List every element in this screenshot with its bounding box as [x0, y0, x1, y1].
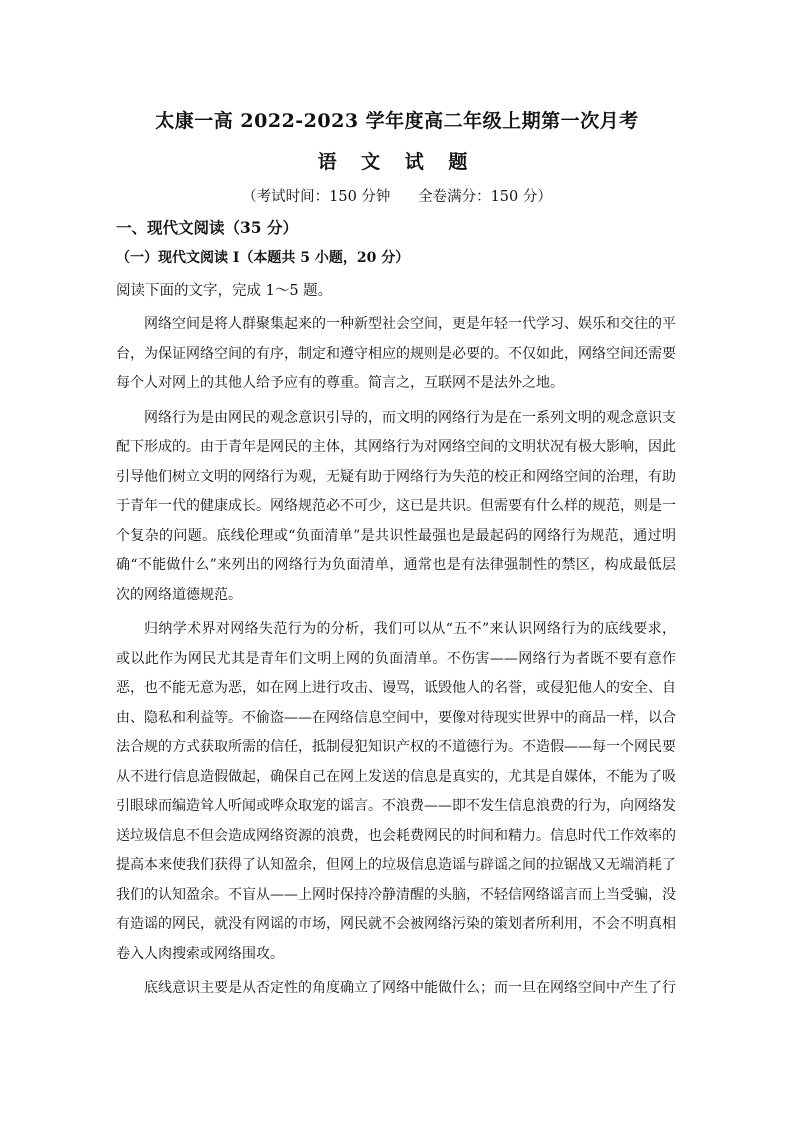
passage-paragraph-1: 网络空间是将人群聚集起来的一种新型社会空间，更是年轻一代学习、娱乐和交往的平台，为保证网络空间的有序，制定和遵守相应的规则是必要的。不仅如此，网络空间还需要每个人对网上的其他人给予应有的尊重。简言之，互联网不是法外之地。: [116, 316, 676, 391]
passage-paragraph-3: 归纳学术界对网络失范行为的分析，我们可以从“五不”来认识网络行为的底线要求，或以此作为网民尤其是青年们文明上网的负面清单。不伤害——网络行为者既不要有意作恶，也不能无意为恶，如在网上进行攻击、谩骂，诋毁他人的名誉，或侵犯他人的安全、自由、隐私和利益等。不偷盗——在网络信息空间中，要像对待现实世界中的商品一样，以合法合规的方式获取所需的信任，抵制侵犯知识产权的不道德行为。不造假——每一个网民要从不进行信息造假做起，确保自己在网上发送的信息是真实的，尤其是自媒体，不能为了吸引眼球而编造耸人听闻或哗众取宠的谣言。不浪费——即不发生信息浪费的行为，向网络发送垃圾信息不但会造成网络资源的浪费，也会耗费网民的时间和精力。信息时代工作效率的提高本来使我们获得了认知盈余，但网上的垃圾信息造谣与辟谣之间的拉锯战又无端消耗了我们的认知盈余。不盲从——上网时保持冷静清醒的头脑，不轻信网络谣言而上当受骗，没有造谣的网民，就没有网谣的市场，网民就不会被网络污染的策划者所利用，不会不明真相卷入人肉搜索或网络围攻。: [116, 621, 676, 962]
subsection-heading: （一）现代文阅读 I（本题共 5 小题，20 分）: [116, 250, 410, 266]
passage-paragraph-4: 底线意识主要是从否定性的角度确立了网络中能做什么；而一旦在网络空间中产生了行: [144, 980, 676, 996]
passage-paragraph-2: 网络行为是由网民的观念意识引导的，而文明的网络行为是在一系列文明的观念意识支配下形成的。由于青年是网民的主体，其网络行为对网络空间的文明状况有极大影响，因此引导他们树立文明的网络行为观，无疑有助于网络行为失范的校正和网络空间的治理，有助于青年一代的健康成长。网络规范必不可少，这已是共识。但需要有什么样的规范，则是一个复杂的问题。底线伦理或“负面清单”是共识性最强也是最起码的网络行为规范，通过明确“不能做什么”来列出的网络行为负面清单，通常也是有法律强制性的禁区，构成最低层次的网络道德规范。: [116, 409, 676, 603]
section-heading: 一、现代文阅读（35 分）: [116, 218, 298, 237]
exam-info: （考试时间：150 分钟 全卷满分：150 分）: [242, 189, 552, 205]
exam-title: 太康一高 2022-2023 学年度高二年级上期第一次月考: [155, 110, 639, 132]
reading-instruction: 阅读下面的文字，完成 1～5 题。: [116, 283, 333, 299]
reading-passage: [116, 310, 676, 1009]
exam-subtitle: 语 文 试 题: [317, 151, 477, 173]
